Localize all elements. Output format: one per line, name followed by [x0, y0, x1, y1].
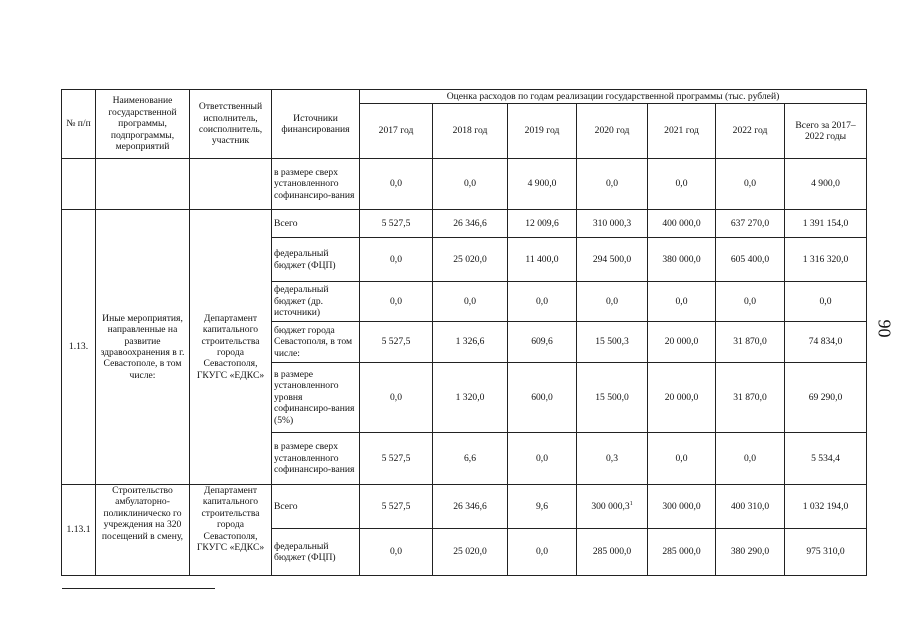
value-cell: 4 900,0 — [785, 159, 867, 210]
value-cell: 15 500,0 — [577, 363, 648, 433]
row-name-cell: Иные мероприятия, направленные на развитие здравоохранения в г. Севастополе, в том числе: — [96, 210, 190, 485]
value-cell: 0,0 — [716, 159, 785, 210]
source-cell: Всего — [272, 485, 360, 529]
row-num-cell: 1.13. — [62, 210, 96, 485]
value-cell: 25 020,0 — [433, 529, 508, 576]
value-cell: 0,0 — [360, 282, 433, 322]
header-executor: Ответственный исполнитель, соисполнитель, участник — [190, 90, 272, 159]
value-cell: 15 500,3 — [577, 322, 648, 363]
source-cell: в размере установленного уровня софинансиро-вания (5%) — [272, 363, 360, 433]
source-cell: федеральный бюджет (ФЦП) — [272, 238, 360, 282]
value-cell: 74 834,0 — [785, 322, 867, 363]
value-cell: 294 500,0 — [577, 238, 648, 282]
row-executor-cell — [190, 159, 272, 210]
value-cell: 0,0 — [577, 282, 648, 322]
value-cell: 975 310,0 — [785, 529, 867, 576]
value-cell: 1 326,6 — [433, 322, 508, 363]
value-cell: 20 000,0 — [648, 322, 716, 363]
value-cell: 0,0 — [785, 282, 867, 322]
value-cell: 0,0 — [360, 159, 433, 210]
value-cell: 0,0 — [360, 529, 433, 576]
header-row-1 — [62, 90, 867, 104]
value-cell: 380 000,0 — [648, 238, 716, 282]
header-estimate: Оценка расходов по годам реализации государственной программы (тыс. рублей) — [360, 90, 867, 104]
header-num: № п/п — [62, 90, 96, 159]
value-cell: 0,0 — [648, 282, 716, 322]
value-cell: 0,0 — [508, 282, 577, 322]
value-cell: 0,0 — [716, 282, 785, 322]
table-row — [62, 485, 867, 529]
value-cell: 5 527,5 — [360, 433, 433, 485]
value-cell: 1 391 154,0 — [785, 210, 867, 238]
header-year-2017: 2017 год — [360, 104, 433, 159]
value-cell: 600,0 — [508, 363, 577, 433]
footnote-mark: 1 — [629, 500, 633, 507]
value-cell: 0,0 — [577, 159, 648, 210]
value-cell: 285 000,0 — [648, 529, 716, 576]
value-cell: 69 290,0 — [785, 363, 867, 433]
value-cell: 9,6 — [508, 485, 577, 529]
value-cell: 5 527,5 — [360, 485, 433, 529]
source-cell: Всего — [272, 210, 360, 238]
row-name-cell — [96, 159, 190, 210]
value-text: 300 000,3 — [591, 500, 630, 512]
value-cell: 11 400,0 — [508, 238, 577, 282]
row-executor-cell: Департамент капитального строительства города Севастополя, ГКУГС «ЕДКС» — [190, 485, 272, 576]
value-cell: 25 020,0 — [433, 238, 508, 282]
value-cell: 380 290,0 — [716, 529, 785, 576]
value-cell: 5 527,5 — [360, 210, 433, 238]
row-num-cell: 1.13.1 — [62, 485, 96, 576]
value-cell: 400 000,0 — [648, 210, 716, 238]
row-num-cell — [62, 159, 96, 210]
value-cell: 0,0 — [716, 433, 785, 485]
value-cell: 0,0 — [360, 363, 433, 433]
header-year-2018: 2018 год — [433, 104, 508, 159]
source-cell: федеральный бюджет (др. источники) — [272, 282, 360, 322]
value-cell: 4 900,0 — [508, 159, 577, 210]
value-cell: 0,0 — [433, 282, 508, 322]
source-cell: бюджет города Севастополя, в том числе: — [272, 322, 360, 363]
page-number: 90 — [874, 319, 895, 338]
row-name-cell: Строительство амбулаторно-поликлиническо го учреждения на 320 посещений в смену, — [96, 485, 190, 576]
footnote-divider — [62, 588, 215, 589]
value-cell: 31 870,0 — [716, 363, 785, 433]
value-cell: 1 320,0 — [433, 363, 508, 433]
header-year-2019: 2019 год — [508, 104, 577, 159]
value-cell: 0,0 — [648, 433, 716, 485]
table-row — [62, 210, 867, 238]
value-cell: 400 310,0 — [716, 485, 785, 529]
source-cell: в размере сверх установленного софинансиро-вания — [272, 159, 360, 210]
header-sources: Источники финансирования — [272, 90, 360, 159]
value-cell: 0,0 — [508, 529, 577, 576]
header-total: Всего за 2017–2022 годы — [785, 104, 867, 159]
row-executor-cell: Департамент капитального строительства города Севастополя, ГКУГС «ЕДКС» — [190, 210, 272, 485]
value-cell: 285 000,0 — [577, 529, 648, 576]
header-name: Наименование государственной программы, подпрограммы, мероприятий — [96, 90, 190, 159]
source-cell: федеральный бюджет (ФЦП) — [272, 529, 360, 576]
value-cell: 605 400,0 — [716, 238, 785, 282]
value-cell: 6,6 — [433, 433, 508, 485]
value-cell: 26 346,6 — [433, 210, 508, 238]
value-cell: 609,6 — [508, 322, 577, 363]
financing-table — [61, 89, 867, 576]
value-cell: 1 316 320,0 — [785, 238, 867, 282]
value-cell: 5 534,4 — [785, 433, 867, 485]
value-cell: 0,0 — [508, 433, 577, 485]
value-cell: 20 000,0 — [648, 363, 716, 433]
value-cell: 0,0 — [360, 238, 433, 282]
header-year-2022: 2022 год — [716, 104, 785, 159]
value-cell: 310 000,3 — [577, 210, 648, 238]
source-cell: в размере сверх установленного софинансиро-вания — [272, 433, 360, 485]
value-cell: 0,3 — [577, 433, 648, 485]
value-cell — [577, 485, 648, 529]
value-cell: 26 346,6 — [433, 485, 508, 529]
header-year-2021: 2021 год — [648, 104, 716, 159]
value-cell: 1 032 194,0 — [785, 485, 867, 529]
value-cell: 0,0 — [433, 159, 508, 210]
value-cell: 0,0 — [648, 159, 716, 210]
value-cell: 12 009,6 — [508, 210, 577, 238]
header-year-2020: 2020 год — [577, 104, 648, 159]
value-cell: 5 527,5 — [360, 322, 433, 363]
value-cell: 31 870,0 — [716, 322, 785, 363]
table-row — [62, 159, 867, 210]
value-cell: 637 270,0 — [716, 210, 785, 238]
value-cell: 300 000,0 — [648, 485, 716, 529]
